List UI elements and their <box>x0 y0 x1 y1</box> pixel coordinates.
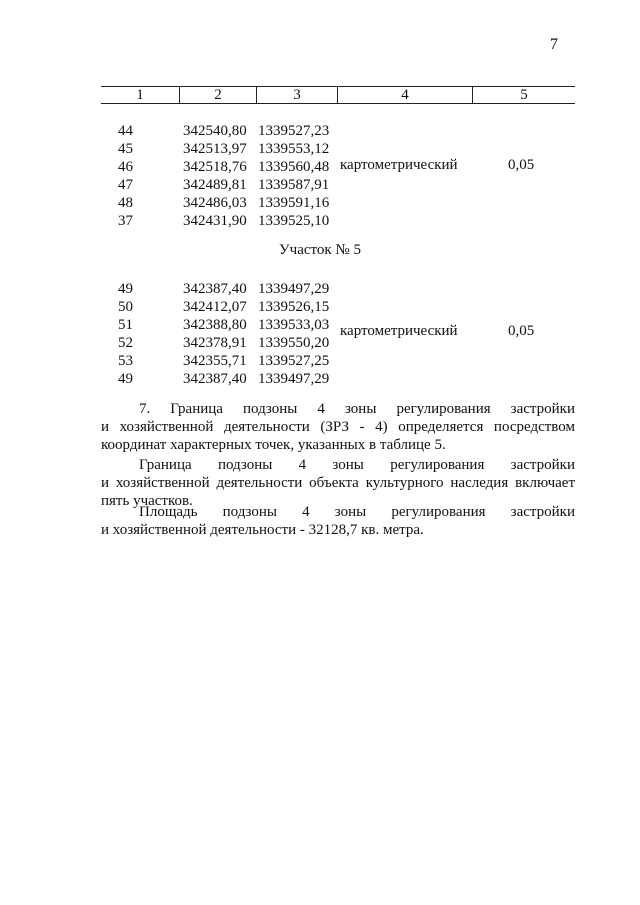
paragraph-line: пять участков. <box>101 493 193 509</box>
point-number: 49 <box>118 371 133 387</box>
point-number: 44 <box>118 123 133 139</box>
paragraph-line: 7. Граница подзоны 4 зоны регулирования застройки <box>139 401 575 417</box>
paragraph-line: и хозяйственной деятельности объекта культурного наследия включает <box>101 475 575 491</box>
point-number: 52 <box>118 335 133 351</box>
paragraph-line: Граница подзоны 4 зоны регулирования застройки <box>139 457 575 473</box>
header-col-5: 5 <box>473 87 576 104</box>
paragraph-3 <box>101 503 575 539</box>
coord-y: 1339533,03 <box>258 317 330 333</box>
coord-y: 1339560,48 <box>258 159 330 175</box>
page-number: 7 <box>550 36 558 53</box>
point-number: 37 <box>118 213 133 229</box>
accuracy-value: 0,05 <box>508 157 535 173</box>
coord-y: 1339587,91 <box>258 177 330 193</box>
coord-y: 1339591,16 <box>258 195 330 211</box>
point-number: 53 <box>118 353 133 369</box>
coord-y: 1339526,15 <box>258 299 330 315</box>
coord-y: 1339527,25 <box>258 353 330 369</box>
coord-y: 1339553,12 <box>258 141 330 157</box>
coord-x: 342540,80 <box>183 123 247 139</box>
section-title: Участок № 5 <box>279 242 361 258</box>
accuracy-value: 0,05 <box>508 323 535 339</box>
coord-x: 342431,90 <box>183 213 247 229</box>
header-col-1: 1 <box>101 87 180 104</box>
coord-y: 1339497,29 <box>258 281 330 297</box>
method-label: картометрический <box>340 157 458 173</box>
paragraph-2 <box>101 456 575 510</box>
coord-x: 342388,80 <box>183 317 247 333</box>
table-header <box>101 86 575 104</box>
coord-y: 1339497,29 <box>258 371 330 387</box>
coord-x: 342387,40 <box>183 281 247 297</box>
paragraph-line: Площадь подзоны 4 зоны регулирования застройки <box>139 504 575 520</box>
paragraph-line: и хозяйственной деятельности - 32128,7 кв. метра. <box>101 522 424 538</box>
header-col-3: 3 <box>257 87 338 104</box>
coord-x: 342486,03 <box>183 195 247 211</box>
coord-y: 1339525,10 <box>258 213 330 229</box>
coord-x: 342412,07 <box>183 299 247 315</box>
paragraph-line: координат характерных точек, указанных в таблице 5. <box>101 437 446 453</box>
method-label: картометрический <box>340 323 458 339</box>
coord-y: 1339550,20 <box>258 335 330 351</box>
coord-x: 342518,76 <box>183 159 247 175</box>
coord-y: 1339527,23 <box>258 123 330 139</box>
coord-x: 342489,81 <box>183 177 247 193</box>
point-number: 50 <box>118 299 133 315</box>
coord-x: 342378,91 <box>183 335 247 351</box>
coord-x: 342355,71 <box>183 353 247 369</box>
header-col-4: 4 <box>338 87 473 104</box>
point-number: 47 <box>118 177 133 193</box>
coord-x: 342387,40 <box>183 371 247 387</box>
coord-x: 342513,97 <box>183 141 247 157</box>
header-col-2: 2 <box>180 87 257 104</box>
point-number: 49 <box>118 281 133 297</box>
point-number: 48 <box>118 195 133 211</box>
point-number: 45 <box>118 141 133 157</box>
point-number: 51 <box>118 317 133 333</box>
paragraph-1 <box>101 400 575 454</box>
point-number: 46 <box>118 159 133 175</box>
paragraph-line: и хозяйственной деятельности (ЗРЗ - 4) определяется посредством <box>101 419 575 435</box>
